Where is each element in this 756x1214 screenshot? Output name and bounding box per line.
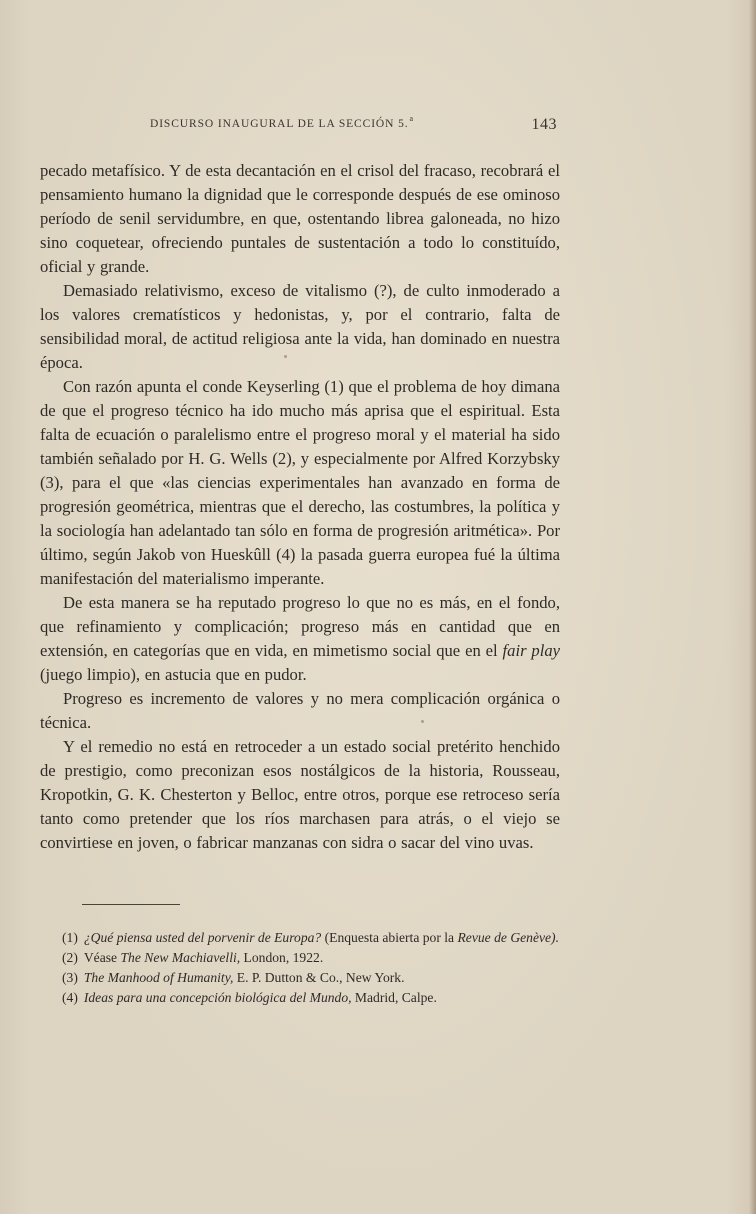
footnote-text: London, 1922.	[240, 950, 324, 965]
paragraph: Demasiado relativismo, exceso de vitalismo (?), de culto inmoderado a los valores crematísticos y hedonistas, y, por el contrario, falta de sensibilidad moral, de actitud religiosa ante la vida, han dominado en nuestra época.	[40, 281, 560, 372]
footnote-italic: Revue de Genève).	[457, 930, 559, 945]
paragraph-text: (juego limpio), en astucia que en pudor.	[40, 665, 307, 684]
paper-speck	[284, 355, 287, 358]
footnote-italic: The New Machiavelli,	[120, 950, 241, 965]
page-number: 143	[531, 116, 557, 133]
footnote	[40, 948, 560, 968]
footnote-ref: (3)	[62, 970, 78, 985]
footnote	[40, 968, 560, 988]
running-head	[150, 114, 414, 130]
running-head-superscript: a	[409, 114, 414, 123]
paragraph: pecado metafísico. Y de esta decantación en el crisol del fracaso, recobrará el pensamiento humano la dignidad que le corresponde después de ese ominoso período de senil servidumbre, en que, ostentando librea galoneada, no hizo sino coquetear, ofreciendo puntales de sustentación a todo lo constituído, oficial y grande.	[40, 161, 560, 276]
footnote-text: Véase	[83, 950, 121, 965]
footnote-text: Madrid, Calpe.	[351, 990, 437, 1005]
footnote-ref: (4)	[62, 990, 78, 1005]
running-head-text: DISCURSO INAUGURAL DE LA SECCIÓN 5.	[150, 118, 409, 130]
paragraph-text: De esta manera se ha reputado progreso lo que no es más, en el fondo, que refinamiento y complicación; progreso más en cantidad que en extensión, en categorías que en vida, en mimetismo social que en el	[40, 593, 560, 660]
footnote-ref: (2)	[62, 950, 78, 965]
body-text	[40, 159, 560, 855]
footnote-italic: ¿Qué piensa usted del porvenir de Europa?	[83, 930, 322, 945]
paper-speck	[421, 720, 424, 723]
footnote-text: E. P. Dutton & Co., New York.	[233, 970, 405, 985]
footnote	[40, 928, 560, 948]
paragraph	[40, 591, 560, 687]
page-header	[150, 114, 565, 148]
paragraph-italic-text: fair play	[502, 641, 560, 660]
footnote-italic: The Manhood of Humanity,	[83, 970, 234, 985]
footnote	[40, 988, 560, 1008]
footnote-italic: Ideas para una concepción biológica del Mundo,	[83, 990, 352, 1005]
footnote-ref: (1)	[62, 930, 78, 945]
paragraph: Con razón apunta el conde Keyserling (1) que el problema de hoy dimana de que el progreso técnico ha ido mucho más aprisa que el espiritual. Esta falta de ecuación o paralelismo entre el progreso moral y el material ha sido también señalado por H. G. Wells (2), y especialmente por Alfred Korzybsky (3), para el que «las ciencias experimentales han avanzado en forma de progresión geométrica, mientras que el derecho, las costumbres, la política y la sociología han adelantado tan sólo en forma de progresión aritmética». Por último, según Jakob von Hueskûll (4) la pasada guerra europea fué la última manifestación del materialismo imperante.	[40, 377, 560, 588]
footnotes	[40, 928, 560, 1008]
footnote-divider	[82, 904, 180, 905]
footnote-text: (Enquesta abierta por la	[321, 930, 458, 945]
paragraph: Progreso es incremento de valores y no mera complicación orgánica o técnica.	[40, 689, 560, 732]
paragraph: Y el remedio no está en retroceder a un estado social pretérito henchido de prestigio, como preconizan esos nostálgicos de la historia, Rousseau, Kropotkin, G. K. Chesterton y Belloc, entre otros, porque ese retroceso sería tanto como pretender que los ríos marchasen para atrás, o el viejo se convirtiese en joven, o fabricar manzanas con sidra o sacar del vino uvas.	[40, 737, 560, 852]
